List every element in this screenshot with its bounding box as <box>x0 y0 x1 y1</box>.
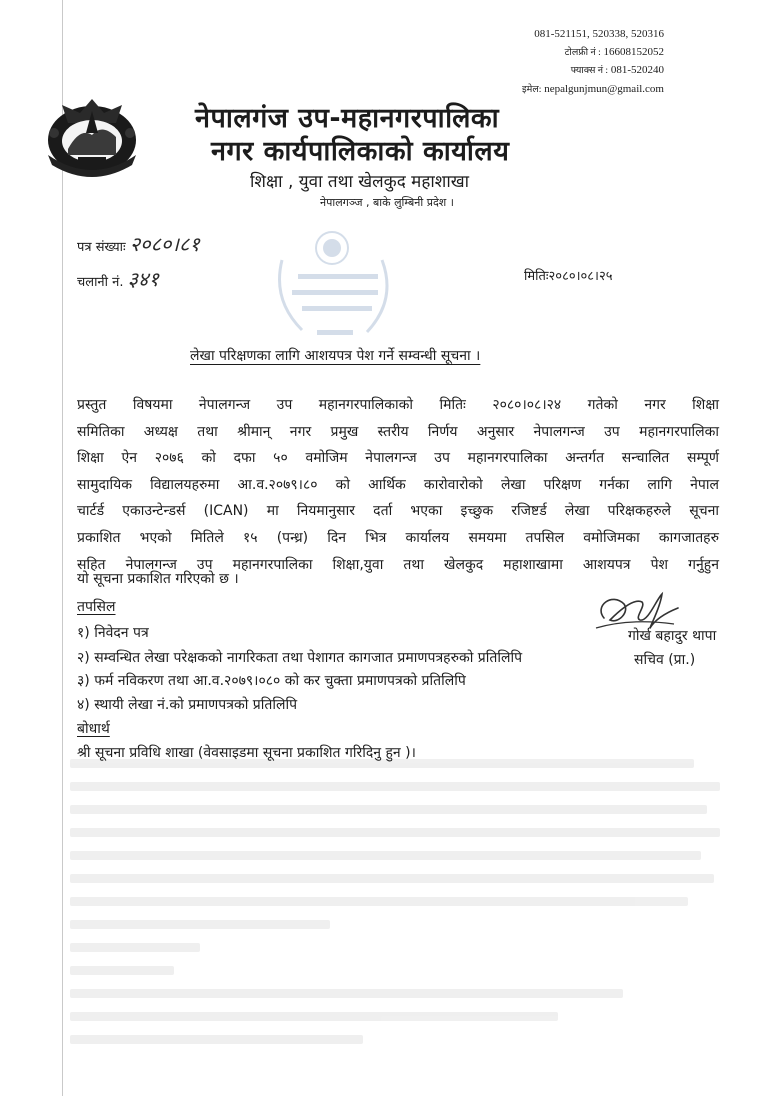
nepal-emblem-icon <box>40 93 144 179</box>
patra-label: पत्र संख्याः <box>77 240 126 255</box>
letter-date <box>524 266 612 284</box>
date-value: २०८०।०८।२५ <box>548 269 613 284</box>
fax-label: फ्याक्स नं : <box>570 66 609 76</box>
body-line: चार्टर्ड एकाउन्टेन्डर्स (ICAN) मा नियमानुसार दर्ता भएका इच्छुक रजिष्टर्ड लेखा परिक्षकहरुले सूचना <box>77 503 719 520</box>
patra-value: २०८०।८१ <box>129 232 200 256</box>
email-label: इमेल: <box>522 84 542 95</box>
signatory-name: गोर्ख बहादुर थापा <box>628 628 717 644</box>
body-line: सहित नेपालगन्ज उप महानगरपालिका शिक्षा,युवा तथा खेलकुद महाशाखामा आशयपत्र पेश गर्नुहुन <box>77 556 719 573</box>
chalani-number <box>77 265 159 292</box>
division-name: शिक्षा , युवा तथा खेलकुद महाशाखा <box>250 172 470 192</box>
office-stamp-icon <box>262 220 412 348</box>
fax-number: 081-520240 <box>610 64 664 76</box>
office-subtitle: नगर कार्यपालिकाको कार्यालय <box>211 136 510 167</box>
body-line: समितिका अध्यक्ष तथा श्रीमान् नगर प्रमुख स्तरीय निर्णय अनुसार नेपालगन्ज उप महानगरपालिका <box>77 423 719 440</box>
chalani-label: चलानी नं. <box>77 275 124 290</box>
patra-sankhya <box>77 230 200 257</box>
notice-subject: लेखा परिक्षणका लागि आशयपत्र पेश गर्ने सम्वन्धी सूचना । <box>190 348 481 364</box>
tollfree-label: टोलफ्री नं : <box>564 47 601 58</box>
contact-block <box>424 26 664 99</box>
tapsil-heading: तपसिल <box>77 599 116 615</box>
notice-body <box>77 392 719 578</box>
office-address: नेपालगञ्ज , बाके लुम्बिनी प्रदेश । <box>320 196 454 209</box>
phone-numbers: 081-521151, 520338, 520316 <box>534 28 664 40</box>
tapsil-item: ४) स्थायी लेखा नं.को प्रमाणपत्रको प्रतिलिपि <box>77 697 298 713</box>
bodhartha-line: श्री सूचना प्रविधि शाखा (वेवसाइडमा सूचना प्रकाशित गरिदिनु हुन )। <box>77 745 416 761</box>
tapsil-item: ३) फर्म नविकरण तथा आ.व.२०७९।०८० को कर चुक्ता प्रमाणपत्रको प्रतिलिपि <box>77 673 466 689</box>
email-address: nepalgunjmun@gmail.com <box>544 82 664 95</box>
chalani-value: ३४१ <box>127 267 159 291</box>
date-label: मितिः <box>524 269 549 284</box>
body-line: सामुदायिक विद्यालयहरुमा आ.व.२०७९।८० को आर्थिक कारोवारोको लेखा परिक्षण गर्नका लागि नेपाल <box>77 476 719 493</box>
body-line: प्रस्तुत विषयमा नेपालगन्ज उप महानगरपालिकाको मितिः २०८०।०८।२४ गतेको नगर शिक्षा <box>77 397 719 413</box>
bleed-through-text <box>70 745 720 1075</box>
body-line: प्रकाशित भएको मितिले १५ (पन्ध्र) दिन भित्र कार्यालय समयमा तपसिल वमोजिमका कागजातहरु <box>77 529 719 546</box>
tollfree-number: 16608152052 <box>603 45 664 58</box>
signatory-title: सचिव (प्रा.) <box>634 652 696 668</box>
body-last-line: यो सूचना प्रकाशित गरिएको छ । <box>77 571 239 587</box>
office-title: नेपालगंज उप-महानगरपालिका <box>195 103 500 134</box>
body-line: शिक्षा ऐन २०७६ को दफा ५० वमोजिम नेपालगन्ज उप महानगरपालिका अन्तर्गत सन्चालित सम्पूर्ण <box>77 450 719 467</box>
tapsil-item: १) निवेदन पत्र <box>77 625 149 641</box>
bodhartha-heading: बोधार्थ <box>77 721 110 737</box>
tapsil-item: २) सम्वन्धित लेखा परेक्षकको नागरिकता तथा पेशागत कागजात प्रमाणपत्रहरुको प्रतिलिपि <box>77 650 523 666</box>
